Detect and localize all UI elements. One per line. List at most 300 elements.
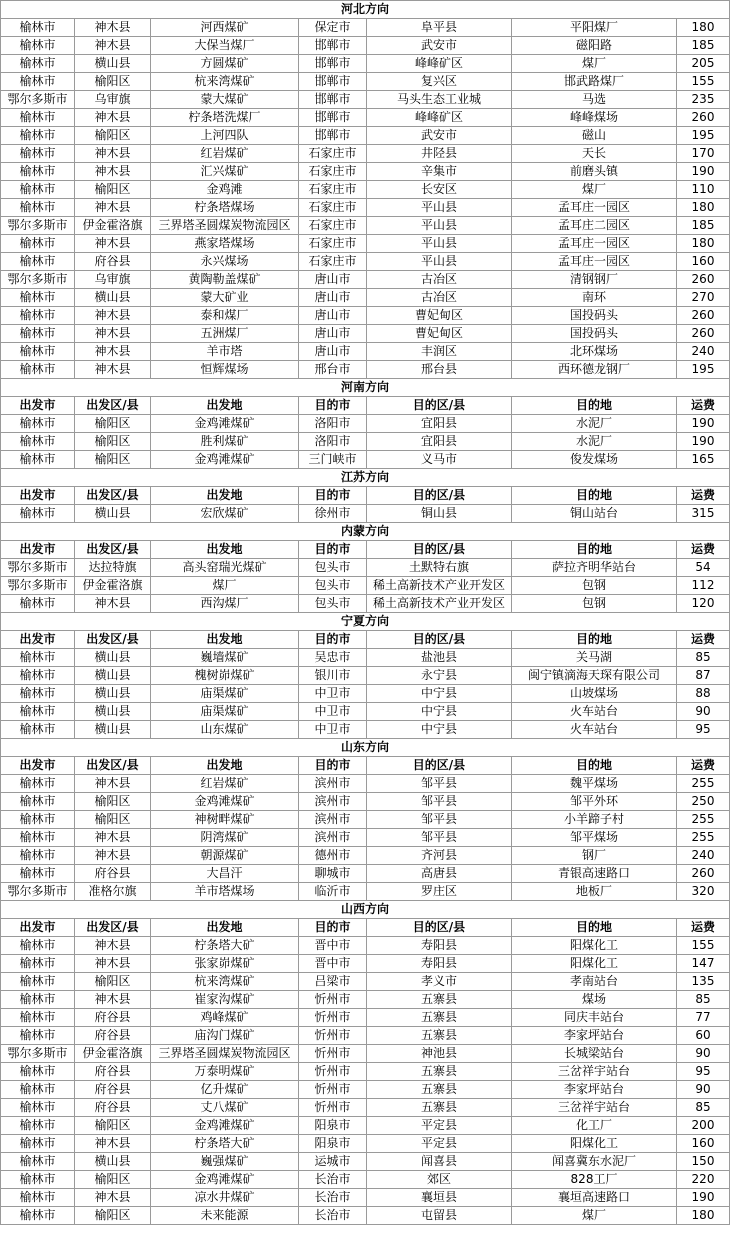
table-cell: 255	[677, 829, 730, 847]
table-cell: 榆林市	[1, 19, 75, 37]
table-cell: 达拉特旗	[75, 559, 151, 577]
table-row	[1, 289, 730, 307]
table-cell: 晋中市	[299, 955, 367, 973]
table-cell: 横山县	[75, 667, 151, 685]
table-cell: 古冶区	[367, 271, 512, 289]
table-row	[1, 1207, 730, 1225]
table-cell: 195	[677, 361, 730, 379]
column-header: 出发市	[1, 919, 75, 937]
table-cell: 190	[677, 433, 730, 451]
table-cell: 唐山市	[299, 325, 367, 343]
table-cell: 260	[677, 307, 730, 325]
table-cell: 五寨县	[367, 991, 512, 1009]
table-row	[1, 433, 730, 451]
table-row	[1, 217, 730, 235]
column-header: 目的区/县	[367, 487, 512, 505]
table-cell: 中宁县	[367, 685, 512, 703]
table-cell: 万泰明煤矿	[151, 1063, 299, 1081]
table-cell: 榆阳区	[75, 793, 151, 811]
table-cell: 邹平县	[367, 793, 512, 811]
table-cell: 齐河县	[367, 847, 512, 865]
table-cell: 神木县	[75, 829, 151, 847]
table-row	[1, 163, 730, 181]
table-cell: 邹平外环	[512, 793, 677, 811]
table-cell: 稀土高新技术产业开发区	[367, 577, 512, 595]
table-cell: 伊金霍洛旗	[75, 217, 151, 235]
table-cell: 磁阳路	[512, 37, 677, 55]
table-cell: 铜山县	[367, 505, 512, 523]
table-cell: 平山县	[367, 253, 512, 271]
table-cell: 榆林市	[1, 145, 75, 163]
table-cell: 三岔祥宇站台	[512, 1099, 677, 1117]
table-cell: 孟耳庄二园区	[512, 217, 677, 235]
table-cell: 槐树峁煤矿	[151, 667, 299, 685]
table-cell: 丰润区	[367, 343, 512, 361]
table-row	[1, 811, 730, 829]
table-cell: 银川市	[299, 667, 367, 685]
table-cell: 榆阳区	[75, 1171, 151, 1189]
section-title-row	[1, 613, 730, 631]
table-cell: 榆林市	[1, 55, 75, 73]
table-cell: 凉水井煤矿	[151, 1189, 299, 1207]
table-cell: 高唐县	[367, 865, 512, 883]
table-cell: 蒙大煤矿	[151, 91, 299, 109]
table-cell: 红岩煤矿	[151, 145, 299, 163]
table-row	[1, 883, 730, 901]
table-cell: 邢台县	[367, 361, 512, 379]
table-cell: 德州市	[299, 847, 367, 865]
table-cell: 横山县	[75, 649, 151, 667]
table-cell: 李家坪站台	[512, 1081, 677, 1099]
column-header: 目的区/县	[367, 397, 512, 415]
table-cell: 神池县	[367, 1045, 512, 1063]
column-header: 运费	[677, 487, 730, 505]
table-cell: 曹妃甸区	[367, 325, 512, 343]
column-header: 目的地	[512, 757, 677, 775]
table-cell: 三门峡市	[299, 451, 367, 469]
table-cell: 185	[677, 217, 730, 235]
table-row	[1, 1189, 730, 1207]
table-cell: 泰和煤厂	[151, 307, 299, 325]
table-cell: 神木县	[75, 361, 151, 379]
table-cell: 190	[677, 163, 730, 181]
table-cell: 磁山	[512, 127, 677, 145]
table-cell: 828工厂	[512, 1171, 677, 1189]
table-cell: 五寨县	[367, 1099, 512, 1117]
table-cell: 古冶区	[367, 289, 512, 307]
table-cell: 石家庄市	[299, 181, 367, 199]
table-cell: 邹平县	[367, 811, 512, 829]
table-cell: 榆林市	[1, 793, 75, 811]
table-cell: 榆阳区	[75, 181, 151, 199]
table-cell: 忻州市	[299, 991, 367, 1009]
table-cell: 横山县	[75, 505, 151, 523]
table-row	[1, 37, 730, 55]
table-cell: 180	[677, 19, 730, 37]
table-cell: 包头市	[299, 577, 367, 595]
table-cell: 榆林市	[1, 649, 75, 667]
table-cell: 石家庄市	[299, 235, 367, 253]
table-cell: 柠条塔大矿	[151, 1135, 299, 1153]
table-cell: 邢台市	[299, 361, 367, 379]
column-header: 出发市	[1, 397, 75, 415]
table-cell: 伊金霍洛旗	[75, 577, 151, 595]
column-header: 目的市	[299, 631, 367, 649]
table-row	[1, 19, 730, 37]
table-cell: 神木县	[75, 937, 151, 955]
table-cell: 府谷县	[75, 865, 151, 883]
table-cell: 魏平煤场	[512, 775, 677, 793]
table-cell: 150	[677, 1153, 730, 1171]
table-cell: 金鸡滩煤矿	[151, 1171, 299, 1189]
table-cell: 榆林市	[1, 109, 75, 127]
table-cell: 包头市	[299, 595, 367, 613]
table-cell: 神木县	[75, 991, 151, 1009]
table-row	[1, 415, 730, 433]
table-cell: 包钢	[512, 577, 677, 595]
table-row	[1, 109, 730, 127]
table-cell: 铜山站台	[512, 505, 677, 523]
table-cell: 丈八煤矿	[151, 1099, 299, 1117]
table-cell: 唐山市	[299, 307, 367, 325]
table-cell: 方圆煤矿	[151, 55, 299, 73]
table-cell: 金鸡滩煤矿	[151, 451, 299, 469]
table-cell: 横山县	[75, 703, 151, 721]
column-header-row	[1, 757, 730, 775]
table-cell: 170	[677, 145, 730, 163]
table-cell: 石家庄市	[299, 253, 367, 271]
table-cell: 260	[677, 271, 730, 289]
table-row	[1, 667, 730, 685]
table-cell: 杭来湾煤矿	[151, 73, 299, 91]
table-cell: 忻州市	[299, 1099, 367, 1117]
table-cell: 五寨县	[367, 1009, 512, 1027]
section-title-row	[1, 469, 730, 487]
table-cell: 200	[677, 1117, 730, 1135]
table-cell: 未来能源	[151, 1207, 299, 1225]
table-cell: 榆林市	[1, 1009, 75, 1027]
column-header: 目的市	[299, 397, 367, 415]
column-header: 出发地	[151, 919, 299, 937]
table-row	[1, 1153, 730, 1171]
table-row	[1, 271, 730, 289]
table-cell: 柠条塔大矿	[151, 937, 299, 955]
table-cell: 南环	[512, 289, 677, 307]
table-cell: 阳煤化工	[512, 955, 677, 973]
table-cell: 平定县	[367, 1117, 512, 1135]
table-cell: 闻喜冀东水泥厂	[512, 1153, 677, 1171]
table-cell: 260	[677, 325, 730, 343]
table-cell: 长治市	[299, 1207, 367, 1225]
table-cell: 金鸡滩	[151, 181, 299, 199]
table-row	[1, 937, 730, 955]
table-cell: 190	[677, 415, 730, 433]
table-cell: 神木县	[75, 775, 151, 793]
section-title: 山东方向	[1, 739, 730, 757]
table-cell: 榆林市	[1, 973, 75, 991]
table-cell: 永兴煤场	[151, 253, 299, 271]
table-cell: 煤厂	[512, 1207, 677, 1225]
table-cell: 包钢	[512, 595, 677, 613]
table-cell: 山坡煤场	[512, 685, 677, 703]
table-cell: 襄垣县	[367, 1189, 512, 1207]
table-cell: 54	[677, 559, 730, 577]
table-cell: 五寨县	[367, 1063, 512, 1081]
table-cell: 三岔祥宇站台	[512, 1063, 677, 1081]
table-cell: 孟耳庄一园区	[512, 253, 677, 271]
table-cell: 榆阳区	[75, 73, 151, 91]
table-cell: 榆阳区	[75, 811, 151, 829]
table-cell: 清钢钢厂	[512, 271, 677, 289]
table-cell: 柠条塔洗煤厂	[151, 109, 299, 127]
table-cell: 榆林市	[1, 811, 75, 829]
table-cell: 盐池县	[367, 649, 512, 667]
table-cell: 准格尔旗	[75, 883, 151, 901]
table-cell: 崔家沟煤矿	[151, 991, 299, 1009]
table-row	[1, 1117, 730, 1135]
table-cell: 张家峁煤矿	[151, 955, 299, 973]
table-cell: 金鸡滩煤矿	[151, 1117, 299, 1135]
table-cell: 襄垣高速路口	[512, 1189, 677, 1207]
column-header: 出发市	[1, 757, 75, 775]
column-header: 目的地	[512, 919, 677, 937]
column-header-row	[1, 919, 730, 937]
column-header-row	[1, 631, 730, 649]
section-title-row	[1, 379, 730, 397]
table-cell: 235	[677, 91, 730, 109]
table-cell: 270	[677, 289, 730, 307]
table-cell: 神木县	[75, 163, 151, 181]
table-row	[1, 199, 730, 217]
section-title: 内蒙方向	[1, 523, 730, 541]
table-cell: 滨州市	[299, 775, 367, 793]
table-cell: 晋中市	[299, 937, 367, 955]
table-cell: 恒辉煤场	[151, 361, 299, 379]
table-cell: 武安市	[367, 37, 512, 55]
table-cell: 榆阳区	[75, 433, 151, 451]
column-header: 出发区/县	[75, 757, 151, 775]
table-cell: 庙渠煤矿	[151, 685, 299, 703]
table-row	[1, 325, 730, 343]
table-cell: 榆林市	[1, 865, 75, 883]
table-cell: 火车站台	[512, 721, 677, 739]
table-cell: 88	[677, 685, 730, 703]
table-cell: 山东煤矿	[151, 721, 299, 739]
table-cell: 洛阳市	[299, 415, 367, 433]
table-row	[1, 91, 730, 109]
table-cell: 府谷县	[75, 1027, 151, 1045]
table-row	[1, 973, 730, 991]
table-cell: 李家坪站台	[512, 1027, 677, 1045]
table-cell: 榆林市	[1, 991, 75, 1009]
table-cell: 160	[677, 1135, 730, 1153]
table-cell: 曹妃甸区	[367, 307, 512, 325]
column-header: 目的市	[299, 919, 367, 937]
table-cell: 260	[677, 109, 730, 127]
table-cell: 横山县	[75, 1153, 151, 1171]
table-cell: 榆林市	[1, 163, 75, 181]
table-cell: 榆林市	[1, 253, 75, 271]
table-cell: 临沂市	[299, 883, 367, 901]
table-cell: 闻喜县	[367, 1153, 512, 1171]
section-title: 河南方向	[1, 379, 730, 397]
table-cell: 平山县	[367, 199, 512, 217]
table-cell: 蒙大矿业	[151, 289, 299, 307]
table-cell: 榆阳区	[75, 1207, 151, 1225]
table-cell: 邹平县	[367, 775, 512, 793]
column-header: 出发地	[151, 541, 299, 559]
table-cell: 神木县	[75, 19, 151, 37]
table-cell: 165	[677, 451, 730, 469]
column-header: 出发区/县	[75, 487, 151, 505]
table-cell: 唐山市	[299, 289, 367, 307]
table-cell: 鄂尔多斯市	[1, 559, 75, 577]
table-cell: 高头窑瑞光煤矿	[151, 559, 299, 577]
table-cell: 保定市	[299, 19, 367, 37]
table-cell: 庙沟门煤矿	[151, 1027, 299, 1045]
table-cell: 180	[677, 199, 730, 217]
column-header: 目的市	[299, 541, 367, 559]
table-cell: 鄂尔多斯市	[1, 1045, 75, 1063]
table-cell: 忻州市	[299, 1009, 367, 1027]
table-cell: 水泥厂	[512, 433, 677, 451]
table-cell: 洛阳市	[299, 433, 367, 451]
table-row	[1, 235, 730, 253]
table-cell: 上河四队	[151, 127, 299, 145]
table-cell: 宜阳县	[367, 433, 512, 451]
table-cell: 府谷县	[75, 1081, 151, 1099]
table-cell: 中卫市	[299, 721, 367, 739]
column-header: 运费	[677, 631, 730, 649]
table-cell: 煤厂	[151, 577, 299, 595]
column-header: 出发地	[151, 487, 299, 505]
table-cell: 神木县	[75, 145, 151, 163]
table-cell: 吕梁市	[299, 973, 367, 991]
table-row	[1, 253, 730, 271]
table-cell: 榆林市	[1, 343, 75, 361]
table-cell: 180	[677, 1207, 730, 1225]
table-cell: 榆阳区	[75, 415, 151, 433]
table-row	[1, 649, 730, 667]
column-header-row	[1, 397, 730, 415]
table-cell: 孟耳庄一园区	[512, 199, 677, 217]
table-cell: 255	[677, 775, 730, 793]
table-cell: 府谷县	[75, 1063, 151, 1081]
table-row	[1, 991, 730, 1009]
table-cell: 孝义市	[367, 973, 512, 991]
table-cell: 240	[677, 343, 730, 361]
table-cell: 西沟煤厂	[151, 595, 299, 613]
section-title-row	[1, 739, 730, 757]
table-cell: 国投码头	[512, 307, 677, 325]
table-cell: 三界塔圣圆煤炭物流园区	[151, 1045, 299, 1063]
table-cell: 榆林市	[1, 451, 75, 469]
column-header: 出发地	[151, 631, 299, 649]
table-cell: 武安市	[367, 127, 512, 145]
table-cell: 罗庄区	[367, 883, 512, 901]
table-cell: 神木县	[75, 235, 151, 253]
table-cell: 关马湖	[512, 649, 677, 667]
table-cell: 地板厂	[512, 883, 677, 901]
table-cell: 榆林市	[1, 1117, 75, 1135]
table-row	[1, 1063, 730, 1081]
table-cell: 榆林市	[1, 955, 75, 973]
table-row	[1, 577, 730, 595]
table-cell: 榆林市	[1, 1027, 75, 1045]
column-header: 目的区/县	[367, 541, 512, 559]
table-row	[1, 847, 730, 865]
section-title: 山西方向	[1, 901, 730, 919]
table-row	[1, 595, 730, 613]
table-cell: 邯郸市	[299, 127, 367, 145]
table-cell: 徐州市	[299, 505, 367, 523]
table-cell: 复兴区	[367, 73, 512, 91]
table-cell: 乌审旗	[75, 91, 151, 109]
table-cell: 水泥厂	[512, 415, 677, 433]
column-header: 目的区/县	[367, 919, 512, 937]
table-cell: 160	[677, 253, 730, 271]
column-header: 出发区/县	[75, 631, 151, 649]
table-cell: 峰峰煤场	[512, 109, 677, 127]
column-header: 出发地	[151, 757, 299, 775]
table-cell: 榆阳区	[75, 127, 151, 145]
table-cell: 大保当煤厂	[151, 37, 299, 55]
table-cell: 滨州市	[299, 811, 367, 829]
table-cell: 榆林市	[1, 505, 75, 523]
table-cell: 亿升煤矿	[151, 1081, 299, 1099]
table-cell: 榆林市	[1, 829, 75, 847]
table-cell: 忻州市	[299, 1081, 367, 1099]
table-row	[1, 1099, 730, 1117]
table-cell: 国投码头	[512, 325, 677, 343]
table-cell: 315	[677, 505, 730, 523]
table-row	[1, 721, 730, 739]
table-cell: 榆林市	[1, 73, 75, 91]
table-cell: 石家庄市	[299, 163, 367, 181]
table-cell: 平山县	[367, 235, 512, 253]
table-cell: 95	[677, 1063, 730, 1081]
table-cell: 忻州市	[299, 1027, 367, 1045]
column-header: 目的市	[299, 757, 367, 775]
table-cell: 庙渠煤矿	[151, 703, 299, 721]
table-cell: 神木县	[75, 595, 151, 613]
table-cell: 同庆丰站台	[512, 1009, 677, 1027]
table-cell: 榆林市	[1, 1099, 75, 1117]
table-cell: 长治市	[299, 1171, 367, 1189]
table-row	[1, 559, 730, 577]
table-cell: 榆林市	[1, 289, 75, 307]
table-cell: 运城市	[299, 1153, 367, 1171]
column-header: 运费	[677, 541, 730, 559]
table-cell: 神木县	[75, 307, 151, 325]
table-row	[1, 73, 730, 91]
table-cell: 神木县	[75, 325, 151, 343]
table-cell: 峰峰矿区	[367, 55, 512, 73]
table-cell: 阜平县	[367, 19, 512, 37]
table-cell: 金鸡滩煤矿	[151, 415, 299, 433]
table-cell: 邯郸市	[299, 37, 367, 55]
table-cell: 五寨县	[367, 1081, 512, 1099]
table-cell: 榆林市	[1, 361, 75, 379]
table-cell: 190	[677, 1189, 730, 1207]
table-row	[1, 865, 730, 883]
column-header: 目的地	[512, 631, 677, 649]
column-header: 运费	[677, 757, 730, 775]
table-row	[1, 1081, 730, 1099]
table-cell: 榆林市	[1, 667, 75, 685]
table-cell: 中卫市	[299, 703, 367, 721]
table-cell: 河西煤矿	[151, 19, 299, 37]
